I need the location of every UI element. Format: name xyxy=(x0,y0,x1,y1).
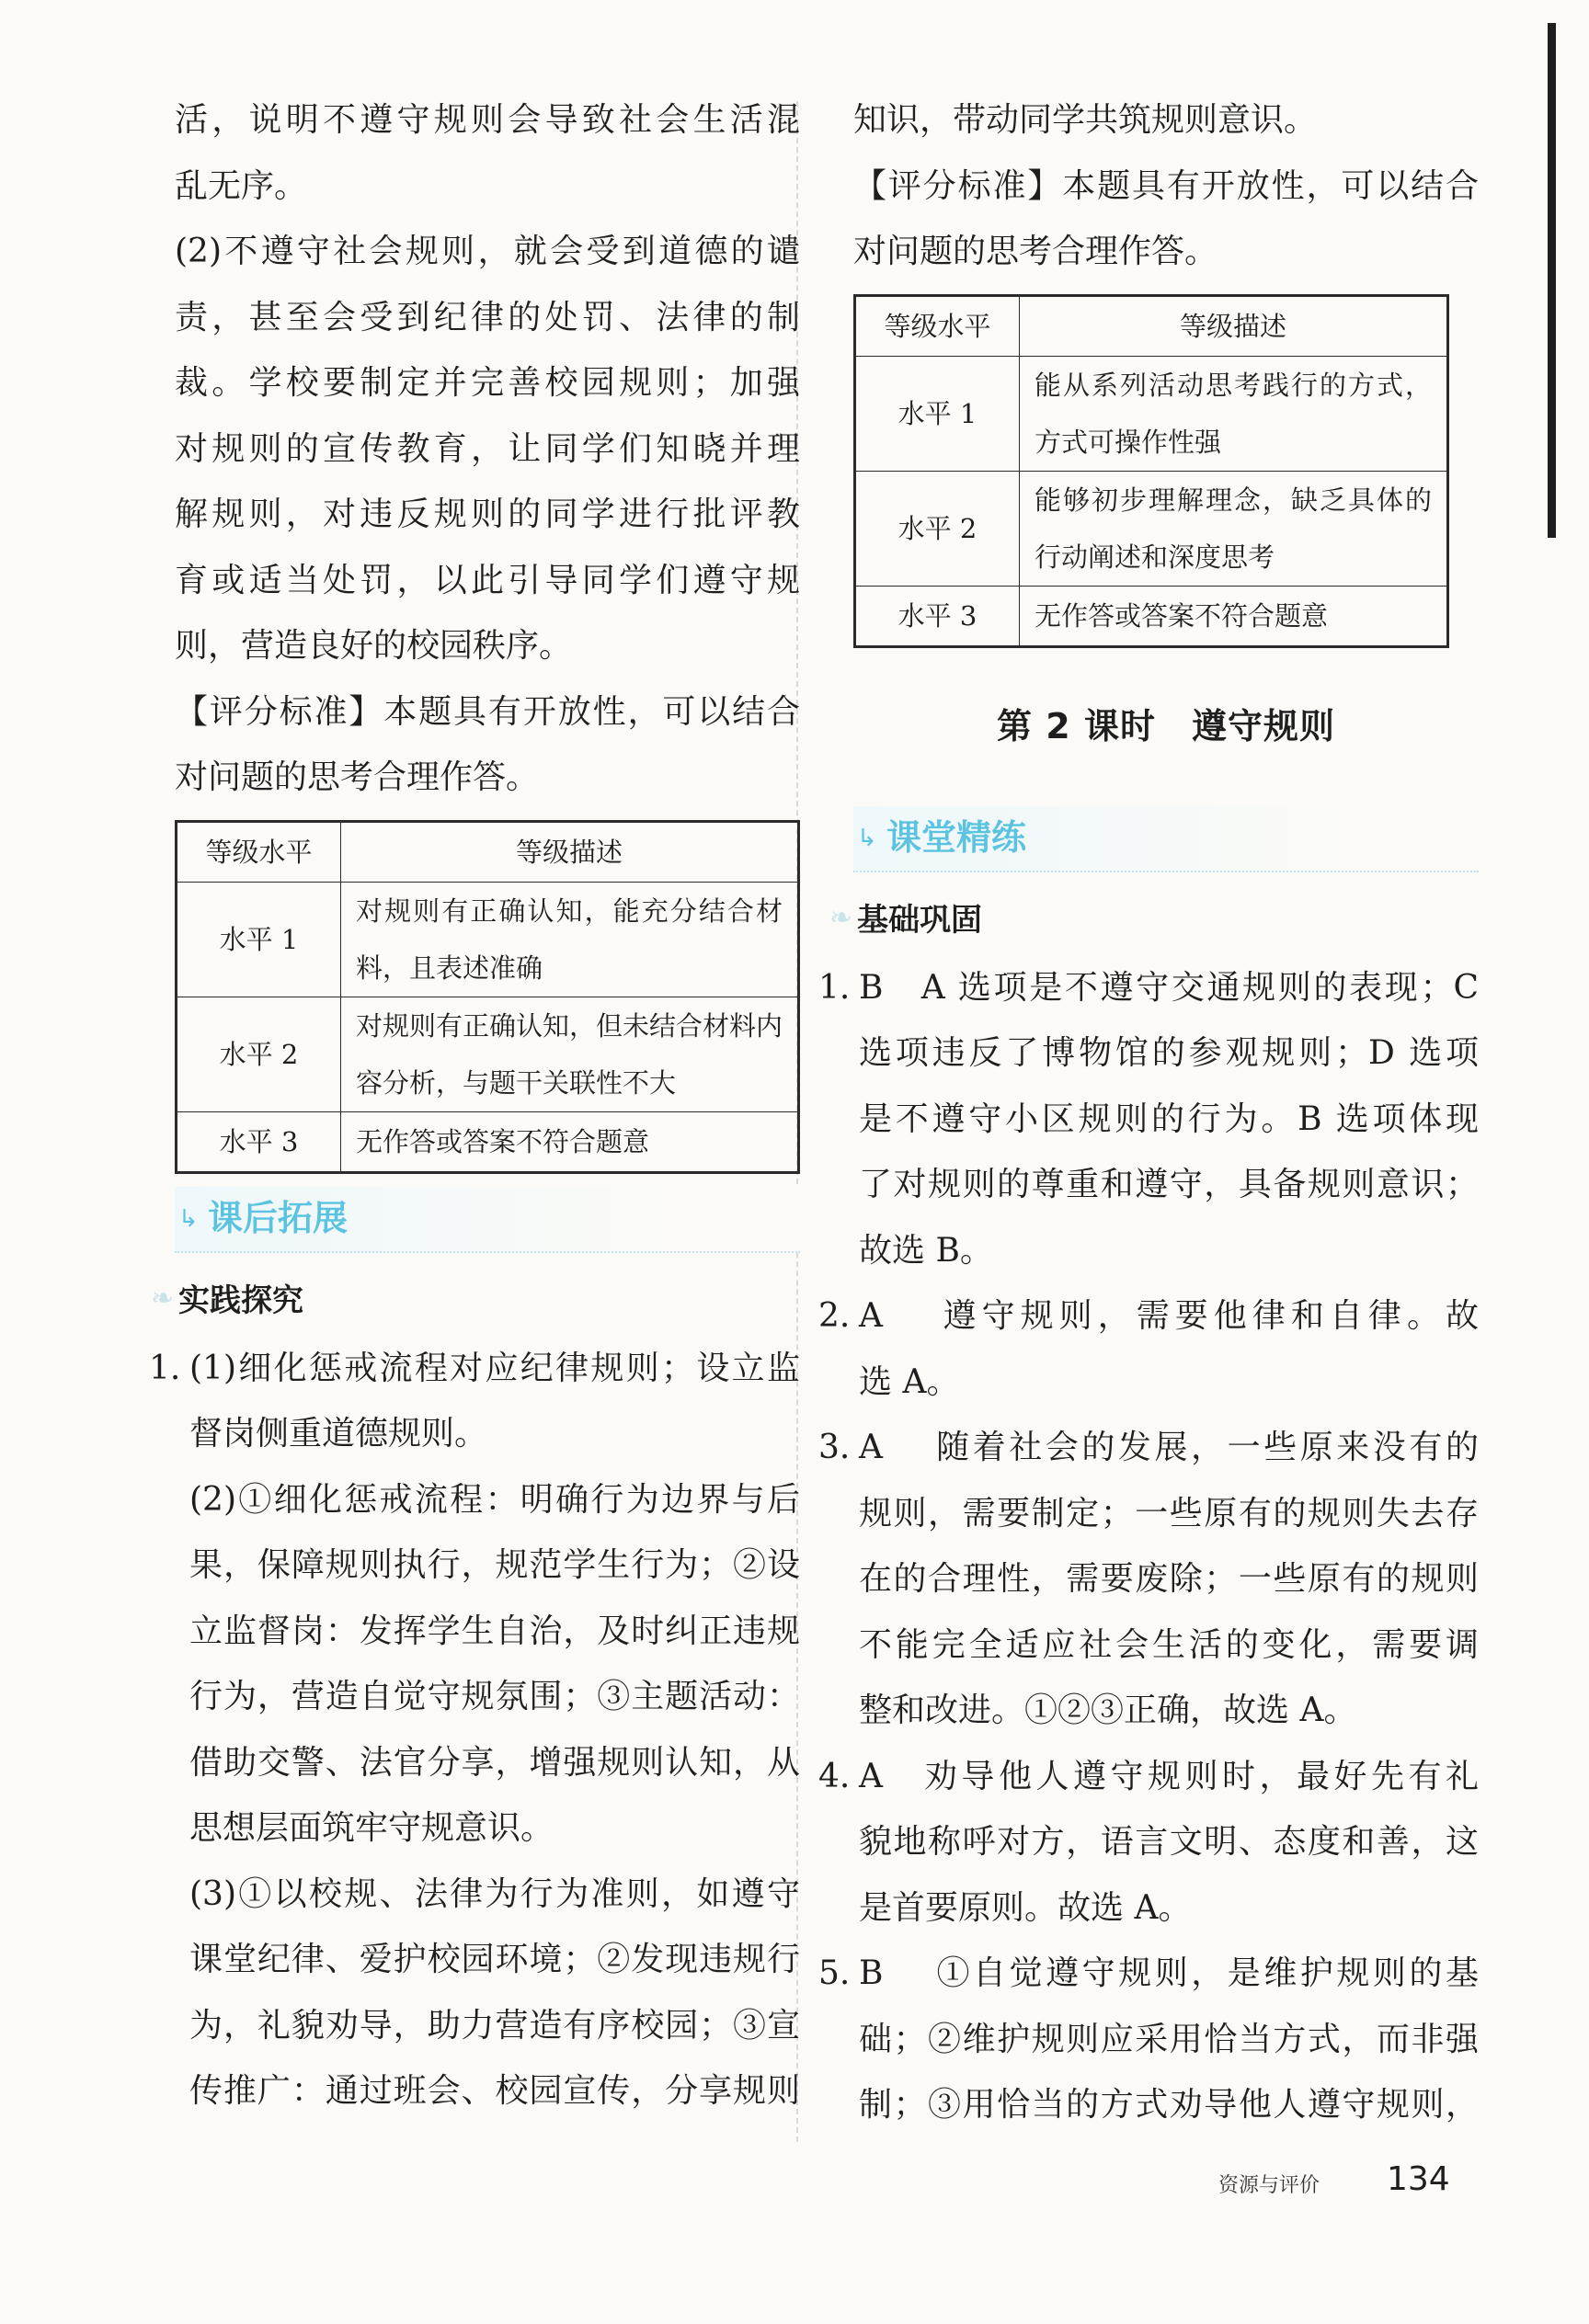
footer-label: 资源与评价 xyxy=(1218,2174,1320,2197)
answer-number: 4. xyxy=(818,1757,851,1795)
text-line: 制；③用恰当的方式劝导他人遵守规则， xyxy=(859,2086,1479,2124)
text-span: B A 选项是不遵守交通规则的表现；C xyxy=(859,968,1479,1007)
leaf-icon: ❧ xyxy=(151,1282,175,1315)
text-line: 果，保障规则执行，规范学生行为；②设 xyxy=(189,1546,800,1584)
text-line: 则，营造良好的校园秩序。 xyxy=(175,627,573,665)
answer-number: 1. xyxy=(818,968,851,1007)
text-line: 选项违反了博物馆的参观规则；D 选项 xyxy=(859,1034,1479,1072)
subheading-practice xyxy=(151,1270,800,1334)
right-column xyxy=(818,87,1479,2138)
answer-number: 5. xyxy=(818,1954,851,1992)
text-span: (1)细化惩戒流程对应纪律规则；设立监 xyxy=(189,1349,800,1387)
text-line xyxy=(818,955,1479,1021)
level-cell: 水平 1 xyxy=(177,882,341,997)
subheading-basics xyxy=(829,889,1479,953)
text-line: 选 A。 xyxy=(859,1362,960,1401)
subheading-text: 实践探究 xyxy=(178,1282,303,1319)
answer-number: 3. xyxy=(818,1429,851,1466)
text-line: 【评分标准】本题具有开放性，可以结合 xyxy=(175,692,800,731)
level-cell: 水平 2 xyxy=(855,471,1020,586)
text-line: 督岗侧重道德规则。 xyxy=(189,1415,488,1452)
answer-item xyxy=(818,1941,1479,2138)
text-line: 在的合理性，需要废除；一些原有的规则 xyxy=(859,1560,1479,1598)
answer-item xyxy=(818,1744,1479,1942)
text-line: (2)不遵守社会规则，就会受到道德的谴 xyxy=(175,233,800,270)
text-line: 是不遵守小区规则的行为。B 选项体现 xyxy=(859,1099,1479,1138)
text-line: 思想层面筑牢守规意识。 xyxy=(189,1809,554,1847)
text-line: 知识，带动同学共筑规则意识。 xyxy=(853,101,1318,139)
text-line: 是首要原则。故选 A。 xyxy=(859,1888,1192,1927)
question-1 xyxy=(149,1336,800,2125)
section-banner-extension xyxy=(175,1187,800,1253)
level-cell: 水平 3 xyxy=(177,1111,341,1172)
text-line: 立监督岗：发挥学生自治，及时纠正违规 xyxy=(189,1612,800,1650)
table-row xyxy=(177,1111,799,1172)
scoring-criteria xyxy=(853,154,1479,285)
text-line: 整和改进。①②③正确，故选 A。 xyxy=(859,1692,1357,1729)
subheading-text: 基础巩固 xyxy=(857,901,982,939)
page-number: 134 xyxy=(1387,2160,1450,2198)
text-line: 础；②维护规则应采用恰当方式，而非强 xyxy=(859,2020,1479,2058)
text-line: 规则，需要制定；一些原有的规则失去存 xyxy=(859,1494,1479,1532)
level-cell: 水平 1 xyxy=(855,356,1020,471)
leaf-icon: ❧ xyxy=(829,901,853,934)
answer-number: 2. xyxy=(818,1297,851,1335)
text-span: B ①自觉遵守规则，是维护规则的基 xyxy=(859,1954,1479,1992)
text-line xyxy=(818,1415,1479,1481)
desc-cell: 无作答或答案不符合题意 xyxy=(341,1111,799,1172)
table-row xyxy=(177,882,799,997)
text-line: (3)①以校规、法律为行为准则，如遵守 xyxy=(189,1874,800,1913)
text-line: 责，甚至会受到纪律的处罚、法律的制 xyxy=(175,298,800,336)
text-line: 对问题的思考合理作答。 xyxy=(175,758,540,796)
text-line: 不能完全适应社会生活的变化，需要调 xyxy=(859,1625,1479,1664)
section-hook-icon: ↳ xyxy=(857,824,877,852)
text-line xyxy=(149,1336,800,1402)
table-row xyxy=(855,471,1448,586)
text-line: 了对规则的尊重和遵守，具备规则意识； xyxy=(859,1166,1479,1203)
text-line: 貌地称呼对方，语言文明、态度和善，这 xyxy=(859,1823,1479,1861)
section-hook-icon: ↳ xyxy=(178,1204,199,1233)
section-title: 课堂精练 xyxy=(886,816,1027,858)
text-line: 故选 B。 xyxy=(859,1231,993,1270)
text-line: 课堂纪律、爱护校园环境；②发现违规行 xyxy=(189,1941,800,1978)
question-1-part-2 xyxy=(149,1467,800,1862)
table-row xyxy=(177,997,799,1111)
section-title: 课后拓展 xyxy=(208,1197,349,1238)
text-line: 解规则，对违反规则的同学进行批评教 xyxy=(175,496,800,533)
text-line xyxy=(818,1283,1479,1350)
answer-part-2 xyxy=(175,219,800,679)
table-header-row xyxy=(177,821,799,882)
grading-table xyxy=(853,294,1449,648)
text-line xyxy=(818,1941,1479,2007)
left-column xyxy=(149,87,800,2125)
scoring-criteria xyxy=(175,679,800,811)
desc-cell: 能够初步理解理念，缺乏具体的行动阐述和深度思考 xyxy=(1020,471,1448,586)
question-1-part-3 xyxy=(149,1862,800,2125)
level-cell: 水平 3 xyxy=(855,586,1020,646)
desc-cell: 能从系列活动思考践行的方式，方式可操作性强 xyxy=(1020,356,1448,471)
table-header-level: 等级水平 xyxy=(177,821,341,882)
desc-cell: 无作答或答案不符合题意 xyxy=(1020,586,1448,646)
page-edge-bar xyxy=(1548,23,1556,538)
table-header-desc: 等级描述 xyxy=(1020,295,1448,356)
answer-continuation xyxy=(175,87,800,219)
text-span: A 劝导他人遵守规则时，最好先有礼 xyxy=(859,1757,1479,1795)
text-line: 传推广：通过班会、校园宣传，分享规则 xyxy=(189,2072,800,2110)
level-cell: 水平 2 xyxy=(177,997,341,1111)
desc-cell: 对规则有正确认知，但未结合材料内容分析，与题干关联性不大 xyxy=(341,997,799,1111)
grading-table xyxy=(175,820,800,1174)
text-line: 育或适当处罚，以此引导同学们遵守规 xyxy=(175,561,800,599)
text-span: A 遵守规则，需要他律和自律。故 xyxy=(859,1297,1479,1335)
text-line: 对问题的思考合理作答。 xyxy=(853,233,1218,270)
text-line: (2)①细化惩戒流程：明确行为边界与后 xyxy=(189,1480,800,1519)
text-line: 借助交警、法官分享，增强规则认知，从 xyxy=(189,1743,800,1782)
text-line: 对规则的宣传教育，让同学们知晓并理 xyxy=(175,429,800,468)
text-line: 为，礼貌劝导，助力营造有序校园；③宣 xyxy=(189,2006,800,2045)
text-span: A 随着社会的发展，一些原来没有的 xyxy=(859,1429,1479,1466)
table-row xyxy=(855,356,1448,471)
text-line: 【评分标准】本题具有开放性，可以结合 xyxy=(853,166,1479,205)
question-number: 1. xyxy=(149,1349,181,1387)
table-header-row xyxy=(855,295,1448,356)
text-line: 行为，营造自觉守规氛围；③主题活动： xyxy=(189,1678,800,1715)
table-header-desc: 等级描述 xyxy=(341,821,799,882)
answer-item xyxy=(818,1283,1479,1415)
section-banner-practice xyxy=(853,806,1479,872)
table-row xyxy=(855,586,1448,646)
table-header-level: 等级水平 xyxy=(855,295,1020,356)
answers-list xyxy=(818,955,1479,2138)
text-line xyxy=(818,1744,1479,1810)
text-line: 乱无序。 xyxy=(175,166,308,205)
text-line: 活，说明不遵守规则会导致社会生活混 xyxy=(175,101,800,139)
text-line: 裁。学校要制定并完善校园规则；加强 xyxy=(175,364,800,402)
answer-item xyxy=(818,955,1479,1284)
lesson-title: 第 2 课时 遵守规则 xyxy=(997,705,1335,746)
answer-item xyxy=(818,1415,1479,1744)
desc-cell: 对规则有正确认知，能充分结合材料，且表述准确 xyxy=(341,882,799,997)
